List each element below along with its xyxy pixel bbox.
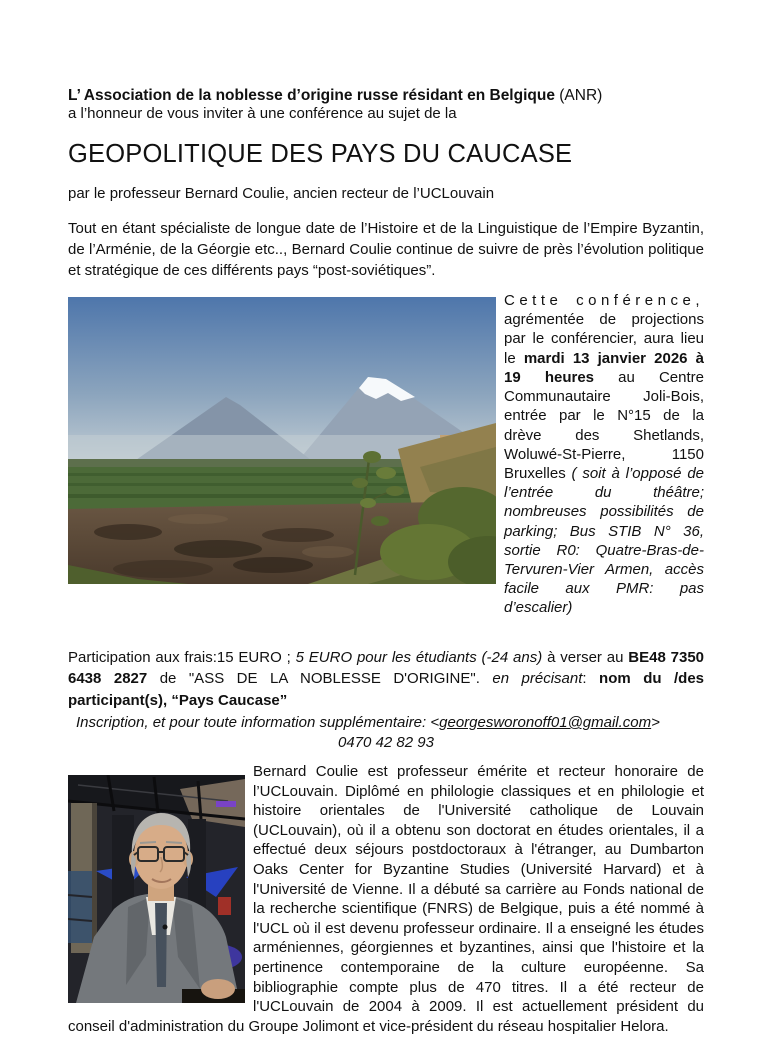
- text-run: au Centre Communautaire Joli-Bois, entrée par le N°15 de la drève des Shetlands, Woluwé-St-Pierre, 1150 Bruxelles: [504, 368, 704, 482]
- text-run: nom du /des participant(s), “Pays Caucase”: [68, 670, 705, 709]
- event-practical-info: ( soit à l’opposé de l’entrée du théâtre; nombreuses possibilités de parking; Bus STIB N° 36, sortie R0: Quatre-Bras-de-Tervuren-Vier Armen, accès facile aux PMR: pas d’escalier): [504, 464, 705, 617]
- intro-paragraph: Tout en étant spécialiste de longue date de l’Histoire et de la Linguistique de l’Empire Byzantin, de l’Arménie, de la Géorgie etc.., Bernard Coulie continue de suivre de près l’évolution politique et stratégique de ces différents pays “post-soviétiques”.: [68, 220, 704, 280]
- event-opening: Cette conférence,: [504, 292, 704, 310]
- portrait-photo: [68, 775, 245, 1003]
- association-acronym: (ANR): [554, 87, 603, 104]
- bank-account: BE48 7350 6438 2827: [68, 648, 705, 688]
- text-run: 5 EURO pour les étudiants (-24 ans): [295, 648, 543, 666]
- bio-text: Bernard Coulie est professeur émérite et recteur honoraire de l’UCLouvain. Diplômé en philologie classiques et en philologie et histoire orientales de l'Université catholique de Louvain (UCLouvain), où il a obtenu son doctorat en études orientales, il a effectué deux séjours postdoctoraux à l'étranger, au Dumbarton Oaks Center for Byzantine Studies (Université Harvard) et à l'Université de Vienne. Il a débuté sa carrière au Fonds national de la recherche scientifique (FNRS) de Belgique, puis a été nommé à l'UCL où il est devenu professeur ordinaire. Il a enseigné les études arméniennes, géorgiennes et byzantines, ainsi que l'histoire et la pertinence contemporaine de la culture européenne. Sa bibliographie compte plus de 470 titres. Il a été recteur de l'UCLouvain de 2004 à 2009. Il est actuellement président du conseil d'administration du Groupe Jolimont et vice-président du réseau hospitalier Helora.: [68, 763, 704, 1035]
- invitation-line: a l’honneur de vous inviter à une conférence au sujet de la: [68, 105, 457, 122]
- text-run: agrémentée de projections par le conférencier, aura lieu le: [504, 311, 704, 367]
- event-section: [68, 293, 704, 617]
- landscape-photo: [68, 297, 496, 584]
- email-link[interactable]: georgesworonoff01@gmail.com: [439, 714, 652, 732]
- mount-ararat-image: [68, 297, 496, 584]
- text-run: Participation aux frais:15 EURO ;: [68, 648, 296, 666]
- contact-line: [68, 712, 704, 733]
- speaker-line: par le professeur Bernard Coulie, ancien recteur de l’UCLouvain: [68, 185, 495, 203]
- text-run: Inscription, et pour toute information supplémentaire:: [76, 714, 431, 732]
- bio-section: [68, 762, 704, 1036]
- phone-number: 0470 42 82 93: [338, 734, 434, 752]
- text-run: >: [651, 714, 660, 732]
- text-run: <: [430, 714, 440, 732]
- association-header: [68, 86, 704, 105]
- page-title: GEOPOLITIQUE DES PAYS DU CAUCASE: [68, 140, 573, 168]
- text-run: de "ASS DE LA NOBLESSE D'ORIGINE".: [147, 670, 493, 688]
- text-run: :: [582, 670, 600, 688]
- fees-paragraph: [68, 647, 704, 712]
- event-details: [504, 291, 704, 617]
- text-run: à verser au: [542, 648, 629, 666]
- bernard-coulie-image: [68, 775, 245, 1003]
- text-run: en précisant: [492, 670, 583, 688]
- event-date: mardi 13 janvier 2026 à 19 heures: [504, 349, 705, 386]
- association-name: L’ Association de la noblesse d’origine russe résidant en Belgique: [68, 87, 555, 104]
